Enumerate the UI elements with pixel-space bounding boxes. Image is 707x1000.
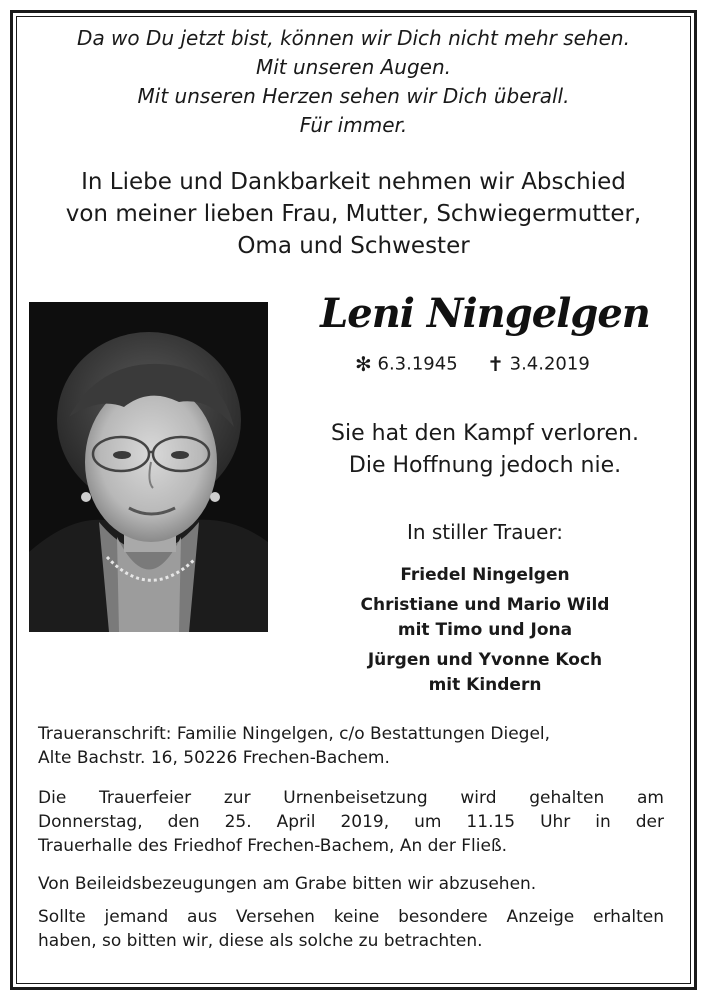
family-group bbox=[300, 648, 670, 698]
family-member: Friedel Ningelgen bbox=[400, 565, 570, 585]
ceremony-line: Trauerhalle des Friedhof Frechen-Bachem, An der Fließ. bbox=[38, 836, 508, 856]
poem-line: Mit unseren Herzen sehen wir Dich überall. bbox=[137, 84, 570, 108]
portrait-photo bbox=[29, 302, 268, 632]
poem bbox=[0, 24, 707, 140]
portrait-illustration bbox=[29, 302, 268, 632]
ceremony-line: Die Trauerfeier zur Urnenbeisetzung wird gehalten am bbox=[38, 788, 664, 808]
intro-line: In Liebe und Dankbarkeit nehmen wir Abschied bbox=[81, 169, 626, 195]
death-cross-icon: ✝ bbox=[487, 352, 504, 376]
farewell-intro bbox=[0, 166, 707, 262]
quote-line: Die Hoffnung jedoch nie. bbox=[348, 453, 622, 478]
family-group bbox=[300, 593, 670, 643]
poem-line: Mit unseren Augen. bbox=[255, 55, 452, 79]
family-member: mit Timo und Jona bbox=[397, 620, 573, 640]
family-group bbox=[300, 563, 670, 588]
poem-line: Für immer. bbox=[299, 113, 408, 137]
address-line: Alte Bachstr. 16, 50226 Frechen-Bachem. bbox=[38, 748, 390, 768]
intro-line: Oma und Schwester bbox=[237, 233, 470, 259]
family-member: Jürgen und Yvonne Koch bbox=[367, 650, 603, 670]
poem-line: Da wo Du jetzt bist, können wir Dich nicht mehr sehen. bbox=[77, 26, 630, 50]
ceremony-line: Donnerstag, den 25. April 2019, um 11.15 Uhr in der bbox=[38, 812, 664, 832]
notice bbox=[38, 905, 664, 953]
funeral-address bbox=[38, 722, 664, 770]
mourning-label: In stiller Trauer: bbox=[406, 520, 564, 544]
intro-line: von meiner lieben Frau, Mutter, Schwiegermutter, bbox=[65, 201, 642, 227]
family-member: mit Kindern bbox=[428, 675, 542, 695]
quote-line: Sie hat den Kampf verloren. bbox=[331, 421, 639, 446]
family-member: Christiane und Mario Wild bbox=[360, 595, 610, 615]
notice-line: haben, so bitten wir, diese als solche zu betrachten. bbox=[38, 931, 483, 951]
family-list bbox=[300, 563, 670, 703]
birth-date: 6.3.1945 bbox=[377, 353, 458, 375]
birth-star-icon: ✻ bbox=[355, 352, 372, 376]
condolence-note: Von Beileidsbezeugungen am Grabe bitten wir abzusehen. bbox=[38, 874, 537, 894]
quote bbox=[300, 418, 670, 482]
deceased-name: Leni Ningelgen bbox=[320, 290, 650, 337]
notice-line: Sollte jemand aus Versehen keine besondere Anzeige erhalten bbox=[38, 907, 664, 927]
ceremony-info bbox=[38, 786, 664, 858]
death-date: 3.4.2019 bbox=[509, 353, 590, 375]
life-dates bbox=[355, 352, 590, 376]
address-line: Traueranschrift: Familie Ningelgen, c/o Bestattungen Diegel, bbox=[38, 724, 551, 744]
